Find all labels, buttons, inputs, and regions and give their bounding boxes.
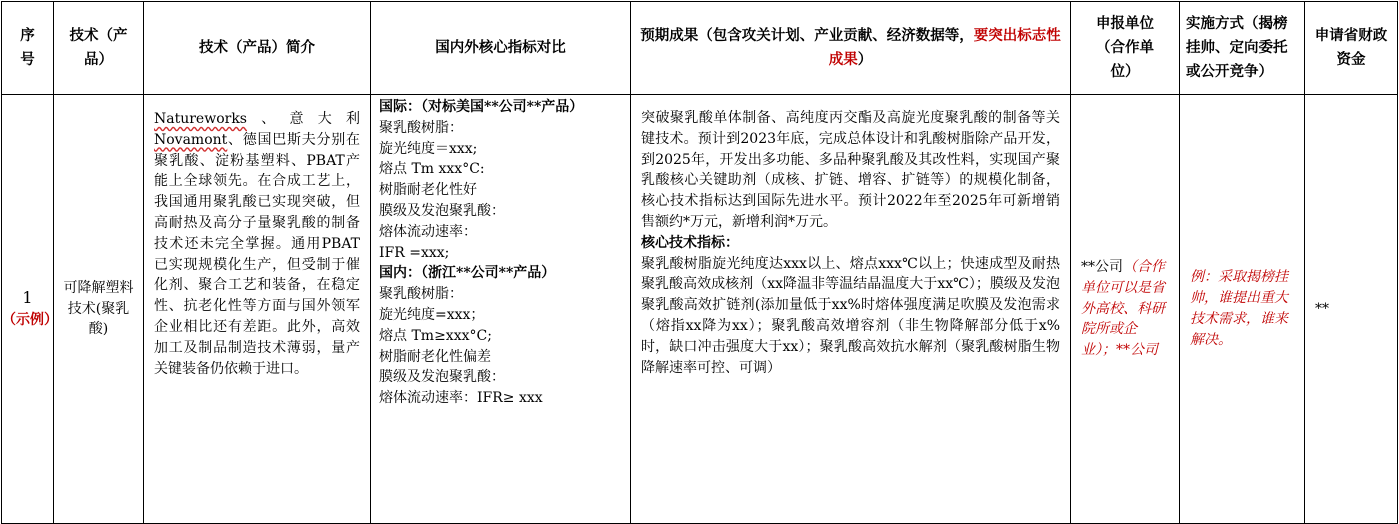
compare-intl-line: 树脂耐老化性好 — [379, 182, 477, 199]
header-seq: 序号 — [2, 2, 54, 95]
intro-sep: 、意大利 — [247, 111, 360, 127]
intro-brand-natureworks: Natureworks — [154, 111, 247, 127]
compare-intl-line: 熔点 Tm xxx°C: — [379, 161, 485, 178]
compare-intl-line: 膜级及发泡聚乳酸： — [379, 202, 505, 219]
unit-main: **公司 — [1081, 259, 1123, 275]
cell-results — [631, 95, 1071, 524]
table-row — [2, 95, 1398, 524]
cell-mode — [1180, 95, 1305, 524]
fund-value: ** — [1315, 300, 1329, 317]
cell-seq — [2, 95, 58, 524]
tech-name: 可降解塑料技术(聚乳酸) — [63, 279, 134, 338]
compare-dom-line: 聚乳酸树脂： — [379, 286, 463, 303]
compare-dom-line: 膜级及发泡聚乳酸： — [379, 369, 505, 386]
results-core-paragraph: 聚乳酸树脂旋光纯度达xxx以上、熔点xxx℃以上；快速成型及耐热聚乳酸高效成核剂（xx降温非等温结晶温度大于xx℃）；膜级及发泡聚乳酸高效扩链剂(添加量低于xx%时熔体强度满足吹膜及发泡需求（熔指xx降为xx）；聚乳酸高效增容剂（非生物降解部分低于x%时，缺口冲击强度大于xx）；聚乳酸高效抗水解剂（聚乳酸树脂生物降解速率可控、可调） — [641, 255, 1060, 376]
header-unit: 申报单位（合作单位） — [1071, 2, 1180, 95]
header-tech: 技术（产品） — [54, 2, 144, 95]
cell-fund — [1305, 95, 1398, 524]
compare-intl-title: 国际：（对标美国**公司**产品） — [379, 99, 584, 115]
intro-brand-novamont: Novamont — [154, 131, 228, 148]
compare-dom-line: 树脂耐老化性偏差 — [379, 348, 491, 365]
cell-intro — [144, 95, 371, 524]
header-results-suffix: ） — [857, 51, 873, 68]
results-core-title: 核心技术指标： — [641, 234, 739, 251]
compare-dom-line: 熔点 Tm≥xxx°C; — [379, 327, 492, 344]
header-fund: 申请省财政资金 — [1305, 2, 1398, 95]
unit-note: （合作单位可以是省外高校、科研院所或企业）；**公司 — [1081, 259, 1165, 359]
header-results-highlight: 要突出标志性成果 — [828, 27, 1061, 68]
mode-text: 例：采取揭榜挂帅，谁提出重大技术需求，谁来解决。 — [1190, 269, 1288, 348]
header-row — [2, 2, 1398, 95]
intro-text: 、德国巴斯夫分别在聚乳酸、淀粉基塑料、PBAT产能上全球领先。在合成工艺上，我国通用聚乳酸已实现突破，但高耐热及高分子量聚乳酸的制备技术还未完全掌握。通用PBAT已实现规模化生产，但受制于催化剂、聚合工艺和装备，在稳定性、抗老化性等方面与国外领军企业相比还有差距。此外，高效加工及制品制造技术薄弱，量产关键装备仍依赖于进口。 — [154, 131, 360, 377]
compare-intl-list — [379, 118, 624, 264]
seq-note: （示例） — [2, 312, 58, 328]
cell-unit — [1071, 95, 1180, 524]
results-paragraph: 突破聚乳酸单体制备、高纯度丙交酯及高旋光度聚乳酸的制备等关键技术。预计到2023年底，完成总体设计和乳酸树脂除产品开发，到2025年，开发出多功能、多品种聚乳酸及其改性料，实现国产聚乳酸核心关键助剂（成核、扩链、增容、扩链等）的规模化制备，核心技术指标达到国际先进水平。预计2022年至2025年可新增销售额约*万元，新增利润*万元。 — [641, 110, 1060, 230]
seq-number: 1 — [22, 288, 33, 307]
compare-intl-line: IFR =xxx; — [379, 244, 450, 261]
compare-dom-line: 旋光纯度=xxx； — [379, 306, 485, 323]
header-compare: 国内外核心指标对比 — [371, 2, 631, 95]
project-table — [1, 1, 1398, 524]
compare-dom-list — [379, 284, 624, 409]
compare-intl-line: 熔体流动速率： — [379, 223, 477, 240]
compare-intl-line: 聚乳酸树脂： — [379, 119, 463, 136]
cell-tech — [54, 95, 144, 524]
header-results-prefix: 预期成果（包含攻关计划、产业贡献、经济数据等， — [640, 27, 974, 44]
compare-intl-line: 旋光纯度＝xxx; — [379, 140, 478, 157]
cell-compare — [371, 95, 631, 524]
header-intro: 技术（产品）简介 — [144, 2, 371, 95]
compare-dom-title: 国内：（浙江**公司**产品） — [379, 265, 556, 282]
header-results — [631, 2, 1071, 95]
compare-dom-line: 熔体流动速率：IFR≥ xxx — [379, 390, 543, 407]
header-mode: 实施方式（揭榜挂帅、定向委托或公开竞争） — [1180, 2, 1305, 95]
